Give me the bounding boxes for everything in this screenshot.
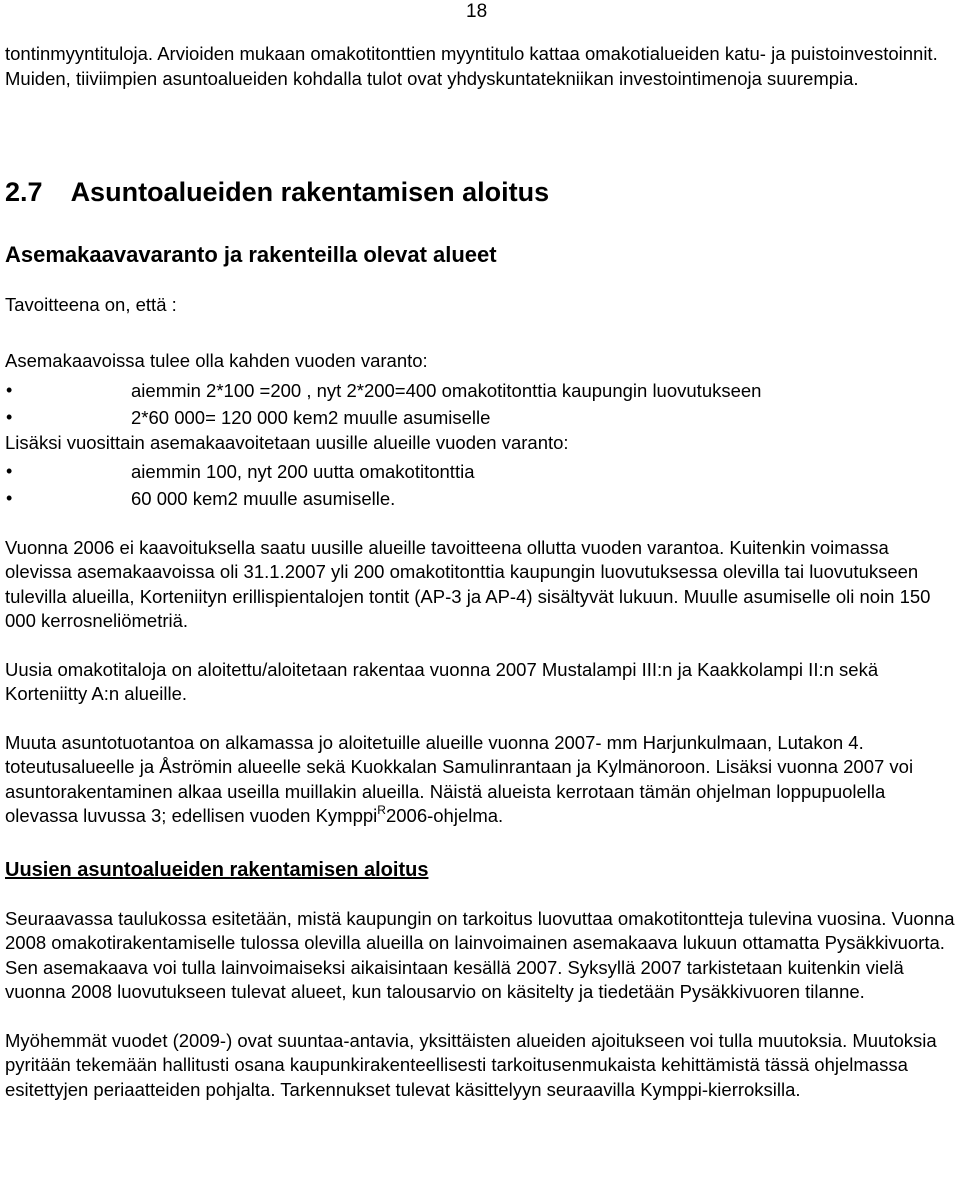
page-number: 18	[466, 1, 488, 22]
section-number: 2.7	[5, 177, 43, 207]
list1	[5, 377, 955, 431]
section-title: Asuntoalueiden rakentamisen aloitus	[70, 177, 550, 207]
paragraph-text: Muuta asuntotuotantoa on alkamassa jo aloitetuille alueille vuonna 2007- mm Harjunkulmaan, Lutakon 4. toteutusalueelle ja Åströmin alueelle sekä Kuokkalan Samulinrantaan ja Kylmänoroon. Lisäksi vuonna 2007 voi asuntorakentaminen alkaa useilla muillakin alueilla. Näistä alueista kerrotaan tämän ohjelman loppupuolella olevassa luvussa 3; edellisen vuoden Kymppi	[5, 731, 914, 826]
document-body	[5, 42, 955, 1102]
list-item	[5, 485, 955, 512]
list2-header: Lisäksi vuosittain asemakaavoitetaan uusille alueille vuoden varanto:	[5, 432, 569, 453]
list-item-text: 2*60 000= 120 000 kem2 muulle asumiselle	[131, 407, 491, 428]
paragraph-other-housing	[5, 731, 955, 831]
list1-header: Asemakaavoissa tulee olla kahden vuoden varanto:	[5, 349, 428, 371]
bullet-icon: •	[6, 460, 13, 481]
paragraph-text-end: 2006-ohjelma.	[385, 805, 504, 826]
list-item-text: aiemmin 100, nyt 200 uutta omakotitonttia	[131, 460, 475, 482]
superscript-mark: R	[377, 803, 386, 817]
new-areas-heading: Uusien asuntoalueiden rakentamisen aloitus	[5, 858, 429, 881]
list-item	[5, 458, 955, 485]
subheading: Asemakaavavaranto ja rakenteilla olevat alueet	[5, 242, 497, 267]
opening-paragraph: tontinmyyntituloja. Arvioiden mukaan omakotitonttien myyntitulo kattaa omakotialueiden katu- ja puistoinvestoinnit. Muiden, tiiviimpien asuntoalueiden kohdalla tulot ovat yhdyskuntatekniikan investointimenoja suurempia.	[5, 43, 938, 89]
bullet-icon: •	[6, 487, 13, 508]
bullet-icon: •	[6, 380, 13, 400]
list-item	[5, 404, 955, 431]
section-heading	[5, 175, 955, 209]
list-item-text: 60 000 kem2 muulle asumiselle.	[131, 487, 396, 509]
bullet-icon: •	[6, 407, 13, 427]
paragraph-omakoti: Uusia omakotitaloja on aloitettu/aloitetaan rakentaa vuonna 2007 Mustalampi III:n ja Kaakkolampi II:n sekä Korteniitty A:n alueille.	[5, 658, 879, 704]
list-item	[5, 377, 955, 404]
list2	[5, 458, 955, 512]
goal-intro: Tavoitteena on, että :	[5, 294, 177, 315]
paragraph-2006: Vuonna 2006 ei kaavoituksella saatu uusille alueille tavoitteena ollutta vuoden varantoa. Kuitenkin voimassa olevissa asemakaavoissa oli 31.1.2007 yli 200 omakotitonttia kaupungin luovutuksessa olevilla tai luovutukseen tulevilla alueilla, Korteniityn erillispientalojen tontit (AP-3 ja AP-4) sisältyvät lukuun. Muulle asumiselle oli noin 150 000 kerrosneliömetriä.	[5, 536, 931, 631]
paragraph-table-intro: Seuraavassa taulukossa esitetään, mistä kaupungin on tarkoitus luovuttaa omakotitontteja tulevina vuosina. Vuonna 2008 omakotirakentamiselle tulossa olevilla alueilla on lainvoimainen asemakaava lukuun ottamatta Pysäkkivuorta. Sen asemakaava voi tulla lainvoimaiseksi aikaisintaan kesällä 2007. Syksyllä 2007 tarkistetaan kuitenkin vielä vuonna 2008 luovutukseen tulevat alueet, kun talousarvio on käsitelty ja tiedetään Pysäkkivuoren tilanne.	[5, 907, 955, 1002]
paragraph-later-years: Myöhemmät vuodet (2009-) ovat suuntaa-antavia, yksittäisten alueiden ajoitukseen voi tulla muutoksia. Muutoksia pyritään tekemään hallitusti osana kaupunkirakenteellisesti tarkoitusenmukaista kehittämistä tässä ohjelmassa esitettyjen periaatteiden pohjalta. Tarkennukset tulevat käsittelyyn seuraavilla Kymppi-kierroksilla.	[5, 1029, 937, 1100]
list-item-text: aiemmin 2*100 =200 , nyt 2*200=400 omakotitonttia kaupungin luovutukseen	[131, 380, 762, 401]
